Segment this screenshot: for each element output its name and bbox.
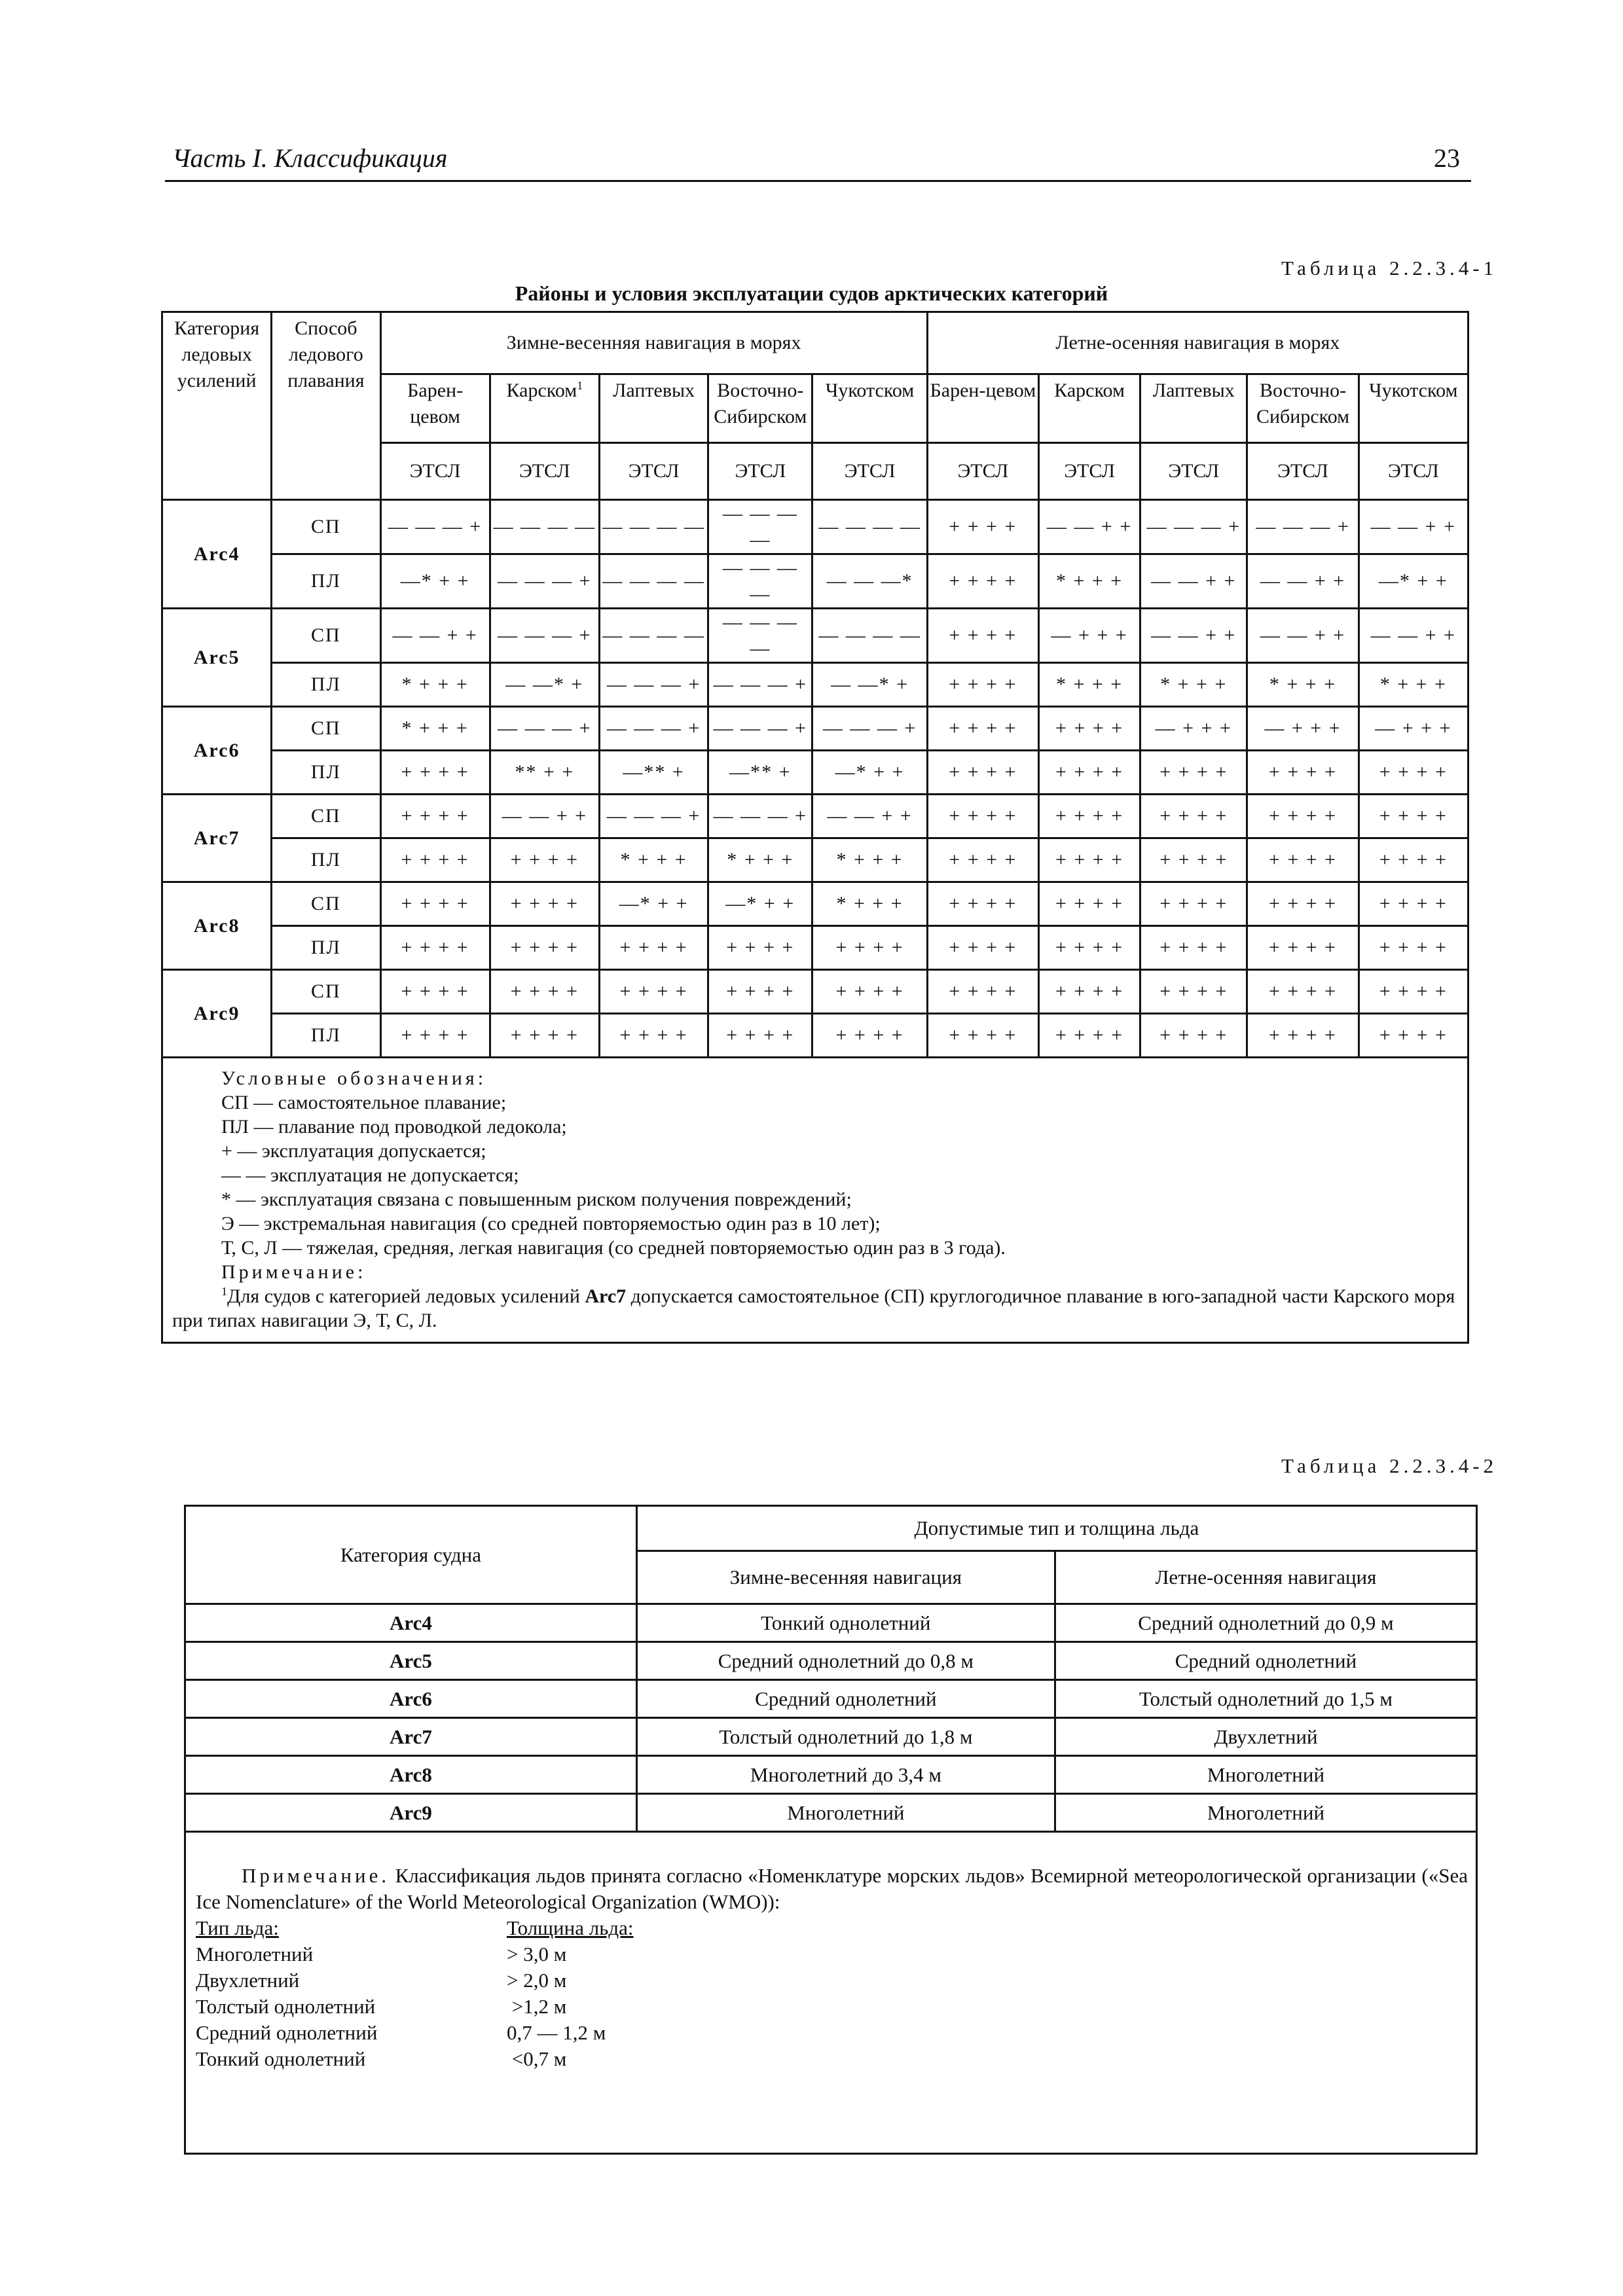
ice-thickness-header: Толщина льда: [507, 1916, 634, 1939]
etsl-subheader: ЭТСЛ [600, 443, 708, 500]
table2 [184, 1505, 1478, 2155]
value-cell: —* + + [812, 751, 927, 795]
category-cell: Arc7 [162, 795, 272, 882]
value-cell: + + + + [1039, 1014, 1140, 1058]
value-cell: * + + + [1247, 663, 1359, 707]
value-cell: — — — — [600, 500, 708, 554]
value-cell: —* + + [708, 882, 812, 926]
category-cell: Arc8 [185, 1756, 637, 1794]
table2-note [196, 1863, 1468, 1915]
method-cell: ПЛ [272, 926, 380, 970]
table-row [162, 1014, 1468, 1058]
value-cell: * + + + [708, 838, 812, 882]
value-cell: — — — — [600, 554, 708, 609]
value-cell: * + + + [1140, 663, 1247, 707]
value-cell: + + + + [1039, 751, 1140, 795]
sea-header-label: Карском [1054, 380, 1125, 401]
value-cell: — + + + [1359, 707, 1468, 751]
winter-cell: Средний однолетний до 0,8 м [636, 1642, 1055, 1680]
ice-row [196, 1967, 1468, 1994]
value-cell: — — — — [708, 500, 812, 554]
table-row [162, 751, 1468, 795]
value-cell: + + + + [927, 1014, 1038, 1058]
ice-row [196, 2020, 1468, 2046]
method-cell: СП [272, 795, 380, 838]
ice-type: Толстый однолетний [196, 1995, 376, 2018]
winter-cell: Многолетний до 3,4 м [636, 1756, 1055, 1794]
value-cell: —** + [708, 751, 812, 795]
sea-header [1359, 374, 1468, 443]
value-cell: * + + + [812, 838, 927, 882]
value-cell: + + + + [1140, 795, 1247, 838]
ice-type: Средний однолетний [196, 2021, 378, 2044]
value-cell: + + + + [927, 707, 1038, 751]
sea-header [490, 374, 599, 443]
summer-cell: Двухлетний [1055, 1718, 1476, 1756]
value-cell: + + + + [380, 751, 490, 795]
ice-row [196, 1941, 1468, 1967]
table-row [185, 1718, 1477, 1756]
value-cell: —* + + [380, 554, 490, 609]
value-cell: + + + + [380, 926, 490, 970]
value-cell: — — — — [600, 609, 708, 663]
t2-col-winter-header: Зимне-весенняя навигация [636, 1551, 1055, 1604]
table-row [162, 970, 1468, 1014]
legend-item: СП — самостоятельное плавание; [221, 1092, 507, 1113]
etsl-subheader: ЭТСЛ [1140, 443, 1247, 500]
value-cell: + + + + [927, 926, 1038, 970]
value-cell: + + + + [812, 1014, 927, 1058]
ice-type: Многолетний [196, 1943, 314, 1965]
value-cell: + + + + [812, 926, 927, 970]
etsl-subheader: ЭТСЛ [1039, 443, 1140, 500]
etsl-subheader: ЭТСЛ [708, 443, 812, 500]
sea-header-label: Чукотском [825, 380, 915, 401]
sea-header-label: Лаптевых [613, 380, 695, 401]
value-cell: + + + + [1039, 838, 1140, 882]
method-cell: СП [272, 609, 380, 663]
method-cell: ПЛ [272, 838, 380, 882]
value-cell: —* + + [600, 882, 708, 926]
value-cell: — — + + [1039, 500, 1140, 554]
table-row [185, 1642, 1477, 1680]
table-row [162, 926, 1468, 970]
value-cell: — — — + [1140, 500, 1247, 554]
value-cell: — — — — [812, 500, 927, 554]
legend-item: * — эксплуатация связана с повышенным риском получения повреждений; [221, 1189, 852, 1210]
category-cell: Arc6 [162, 707, 272, 795]
table2-label: Таблица 2.2.3.4-2 [1281, 1454, 1498, 1477]
etsl-subheader: ЭТСЛ [1247, 443, 1359, 500]
table-row [162, 609, 1468, 663]
value-cell: + + + + [1359, 795, 1468, 838]
ice-thickness: <0,7 м [507, 2047, 567, 2070]
value-cell: + + + + [1039, 882, 1140, 926]
value-cell: — + + + [1247, 707, 1359, 751]
col-category-header: Категория ледовых усилений [162, 312, 272, 500]
value-cell: — —* + [490, 663, 599, 707]
note-title: Примечание: [221, 1261, 367, 1283]
sea-header [1140, 374, 1247, 443]
value-cell: + + + + [490, 926, 599, 970]
etsl-subheader: ЭТСЛ [380, 443, 490, 500]
sea-header-label: Барен-цевом [407, 380, 464, 427]
legend-title: Условные обозначения: [221, 1067, 487, 1089]
value-cell: + + + + [1039, 970, 1140, 1014]
table1-note [172, 1284, 1458, 1333]
etsl-subheader: ЭТСЛ [1359, 443, 1468, 500]
summer-cell: Средний однолетний до 0,9 м [1055, 1604, 1476, 1642]
ice-type: Двухлетний [196, 1969, 300, 1992]
group-summer-header: Летне-осенняя навигация в морях [927, 312, 1468, 374]
value-cell: + + + + [708, 970, 812, 1014]
value-cell: + + + + [927, 795, 1038, 838]
running-header-section: Часть I. Классификация [172, 143, 448, 173]
t2-group-header: Допустимые тип и толщина льда [636, 1506, 1476, 1551]
sea-header-label: Восточно-Сибирском [1256, 380, 1350, 427]
category-cell: Arc4 [162, 500, 272, 609]
summer-cell: Средний однолетний [1055, 1642, 1476, 1680]
category-cell: Arc9 [162, 970, 272, 1058]
sea-header [1247, 374, 1359, 443]
ice-type-header: Тип льда: [196, 1916, 279, 1939]
method-cell: СП [272, 882, 380, 926]
method-cell: ПЛ [272, 663, 380, 707]
legend-item: — — эксплуатация не допускается; [221, 1164, 519, 1186]
etsl-subheader: ЭТСЛ [812, 443, 927, 500]
value-cell: + + + + [380, 838, 490, 882]
value-cell: + + + + [927, 663, 1038, 707]
value-cell: — — — + [1247, 500, 1359, 554]
note-text-post: допускается самостоятельное (СП) круглогодичное плавание в юго-западной части Карского моря при типах навигации Э, Т, С, Л. [172, 1285, 1455, 1331]
value-cell: + + + + [927, 751, 1038, 795]
value-cell: + + + + [1359, 1014, 1468, 1058]
value-cell: + + + + [1359, 882, 1468, 926]
value-cell: — — — + [490, 707, 599, 751]
value-cell: — — — — [708, 554, 812, 609]
value-cell: — — + + [1247, 554, 1359, 609]
t2-col-category-header: Категория судна [185, 1506, 637, 1604]
ice-thickness: > 2,0 м [507, 1969, 567, 1992]
table-row [162, 838, 1468, 882]
method-cell: ПЛ [272, 751, 380, 795]
etsl-subheader: ЭТСЛ [490, 443, 599, 500]
value-cell: + + + + [927, 838, 1038, 882]
table-row [162, 882, 1468, 926]
ice-thickness: 0,7 — 1,2 м [507, 2021, 606, 2044]
winter-cell: Средний однолетний [636, 1680, 1055, 1718]
note-text-bold: Arc7 [585, 1285, 627, 1307]
value-cell: + + + + [600, 926, 708, 970]
legend-item: + — эксплуатация допускается; [221, 1140, 486, 1162]
category-cell: Arc6 [185, 1680, 637, 1718]
value-cell: — + + + [1039, 609, 1140, 663]
value-cell: + + + + [1247, 882, 1359, 926]
value-cell: + + + + [927, 500, 1038, 554]
col-method-header: Способ ледового плавания [272, 312, 380, 500]
value-cell: — — — + [812, 707, 927, 751]
legend-row [162, 1058, 1468, 1343]
value-cell: + + + + [1247, 1014, 1359, 1058]
summer-cell: Многолетний [1055, 1794, 1476, 1832]
table-row [185, 1680, 1477, 1718]
winter-cell: Толстый однолетний до 1,8 м [636, 1718, 1055, 1756]
value-cell: * + + + [812, 882, 927, 926]
value-cell: + + + + [1359, 926, 1468, 970]
sea-header [380, 374, 490, 443]
value-cell: + + + + [1247, 838, 1359, 882]
table-row [185, 1604, 1477, 1642]
sea-header-label: Восточно-Сибирском [714, 380, 807, 427]
etsl-subheader: ЭТСЛ [927, 443, 1038, 500]
table1-title: Районы и условия эксплуатации судов арктических категорий [515, 281, 1108, 305]
value-cell: + + + + [1140, 926, 1247, 970]
value-cell: — — — + [708, 795, 812, 838]
value-cell: ** + + [490, 751, 599, 795]
value-cell: + + + + [1247, 926, 1359, 970]
sea-header [708, 374, 812, 443]
ice-row [196, 2046, 1468, 2072]
value-cell: — — — + [600, 663, 708, 707]
value-cell: + + + + [1247, 795, 1359, 838]
sea-header [1039, 374, 1140, 443]
sea-header-label: Карском [506, 380, 577, 401]
value-cell: + + + + [1247, 751, 1359, 795]
value-cell: + + + + [490, 1014, 599, 1058]
value-cell: + + + + [380, 795, 490, 838]
method-cell: СП [272, 707, 380, 751]
value-cell: — — + + [1359, 500, 1468, 554]
value-cell: — — + + [380, 609, 490, 663]
sea-header-label: Барен-цевом [930, 380, 1036, 401]
value-cell: + + + + [600, 970, 708, 1014]
value-cell: —** + [600, 751, 708, 795]
value-cell: + + + + [490, 838, 599, 882]
method-cell: СП [272, 970, 380, 1014]
header-rule [165, 180, 1471, 182]
value-cell: + + + + [490, 882, 599, 926]
legend-item: Э — экстремальная навигация (со средней повторяемостью один раз в 10 лет); [221, 1213, 881, 1234]
value-cell: + + + + [380, 1014, 490, 1058]
value-cell: — + + + [1140, 707, 1247, 751]
value-cell: + + + + [1140, 838, 1247, 882]
value-cell: + + + + [927, 554, 1038, 609]
value-cell: * + + + [1359, 663, 1468, 707]
note-row [185, 1832, 1477, 2154]
table1-label: Таблица 2.2.3.4-1 [1281, 257, 1498, 279]
method-cell: СП [272, 500, 380, 554]
value-cell: — — — + [490, 609, 599, 663]
note-text-pre: Для судов с категорией ледовых усилений [227, 1285, 585, 1307]
value-cell: + + + + [1359, 751, 1468, 795]
value-cell: * + + + [380, 707, 490, 751]
method-cell: ПЛ [272, 1014, 380, 1058]
winter-cell: Тонкий однолетний [636, 1604, 1055, 1642]
legend-item: ПЛ — плавание под проводкой ледокола; [221, 1116, 567, 1138]
summer-cell: Многолетний [1055, 1756, 1476, 1794]
ice-thickness: >1,2 м [507, 1995, 567, 2018]
value-cell: + + + + [380, 882, 490, 926]
table1 [161, 311, 1469, 1344]
value-cell: — — + + [1140, 609, 1247, 663]
value-cell: — — + + [490, 795, 599, 838]
value-cell: + + + + [1140, 1014, 1247, 1058]
value-cell: — — — + [380, 500, 490, 554]
value-cell: — — + + [1359, 609, 1468, 663]
table-row [162, 707, 1468, 751]
sea-header-label: Чукотском [1369, 380, 1458, 401]
table2-note-title: Примечание. [242, 1864, 390, 1887]
value-cell: + + + + [380, 970, 490, 1014]
table-row [162, 795, 1468, 838]
category-cell: Arc7 [185, 1718, 637, 1756]
value-cell: + + + + [490, 970, 599, 1014]
value-cell: — — — — [708, 609, 812, 663]
sea-header [927, 374, 1038, 443]
t2-col-summer-header: Летне-осенняя навигация [1055, 1551, 1476, 1604]
category-cell: Arc9 [185, 1794, 637, 1832]
value-cell: — — + + [1140, 554, 1247, 609]
value-cell: + + + + [1359, 838, 1468, 882]
page-number: 23 [1434, 143, 1460, 173]
table-row [162, 663, 1468, 707]
value-cell: + + + + [1039, 795, 1140, 838]
category-cell: Arc5 [185, 1642, 637, 1680]
value-cell: + + + + [1039, 707, 1140, 751]
value-cell: + + + + [708, 1014, 812, 1058]
value-cell: — — — — [812, 609, 927, 663]
table-row [185, 1756, 1477, 1794]
value-cell: — —* + [812, 663, 927, 707]
sea-header [600, 374, 708, 443]
value-cell: — — —* [812, 554, 927, 609]
value-cell: + + + + [600, 1014, 708, 1058]
value-cell: + + + + [708, 926, 812, 970]
table2-note-cell [185, 1832, 1477, 2154]
ice-row [196, 1994, 1468, 2020]
value-cell: + + + + [1359, 970, 1468, 1014]
value-cell: * + + + [380, 663, 490, 707]
table-row [185, 1794, 1477, 1832]
category-cell: Arc8 [162, 882, 272, 970]
ice-thickness: > 3,0 м [507, 1943, 567, 1965]
value-cell: — — — + [600, 795, 708, 838]
value-cell: — — — + [708, 663, 812, 707]
value-cell: — — + + [812, 795, 927, 838]
table-row [162, 500, 1468, 554]
note-footnote-mark: 1 [221, 1285, 227, 1298]
summer-cell: Толстый однолетний до 1,5 м [1055, 1680, 1476, 1718]
value-cell: — — — + [600, 707, 708, 751]
value-cell: — — — — [490, 500, 599, 554]
value-cell: * + + + [600, 838, 708, 882]
value-cell: — — — + [490, 554, 599, 609]
value-cell: + + + + [927, 609, 1038, 663]
value-cell: + + + + [1247, 970, 1359, 1014]
group-winter-header: Зимне-весенняя навигация в морях [380, 312, 927, 374]
method-cell: ПЛ [272, 554, 380, 609]
value-cell: * + + + [1039, 663, 1140, 707]
value-cell: + + + + [927, 970, 1038, 1014]
ice-header-row [196, 1915, 1468, 1941]
value-cell: + + + + [1140, 751, 1247, 795]
value-cell: + + + + [1140, 970, 1247, 1014]
value-cell: + + + + [1039, 926, 1140, 970]
category-cell: Arc4 [185, 1604, 637, 1642]
value-cell: —* + + [1359, 554, 1468, 609]
value-cell: — — — + [708, 707, 812, 751]
kara-footnote-mark: 1 [577, 379, 583, 392]
value-cell: — — + + [1247, 609, 1359, 663]
sea-header-label: Лаптевых [1152, 380, 1235, 401]
sea-header [812, 374, 927, 443]
ice-type: Тонкий однолетний [196, 2047, 366, 2070]
value-cell: * + + + [1039, 554, 1140, 609]
category-cell: Arc5 [162, 609, 272, 707]
value-cell: + + + + [812, 970, 927, 1014]
table2-note-text: Классификация льдов принята согласно «Номенклатуре морских льдов» Всемирной метеорологической организации («Sea Ice Nomenclature» of the World Meteorological Organization (WMO)): [196, 1864, 1468, 1913]
value-cell: + + + + [927, 882, 1038, 926]
winter-cell: Многолетний [636, 1794, 1055, 1832]
value-cell: + + + + [1140, 882, 1247, 926]
legend-item: Т, С, Л — тяжелая, средняя, легкая навигация (со средней повторяемостью один раз в 3 года). [221, 1237, 1006, 1259]
legend-cell [162, 1058, 1468, 1343]
table-row [162, 554, 1468, 609]
